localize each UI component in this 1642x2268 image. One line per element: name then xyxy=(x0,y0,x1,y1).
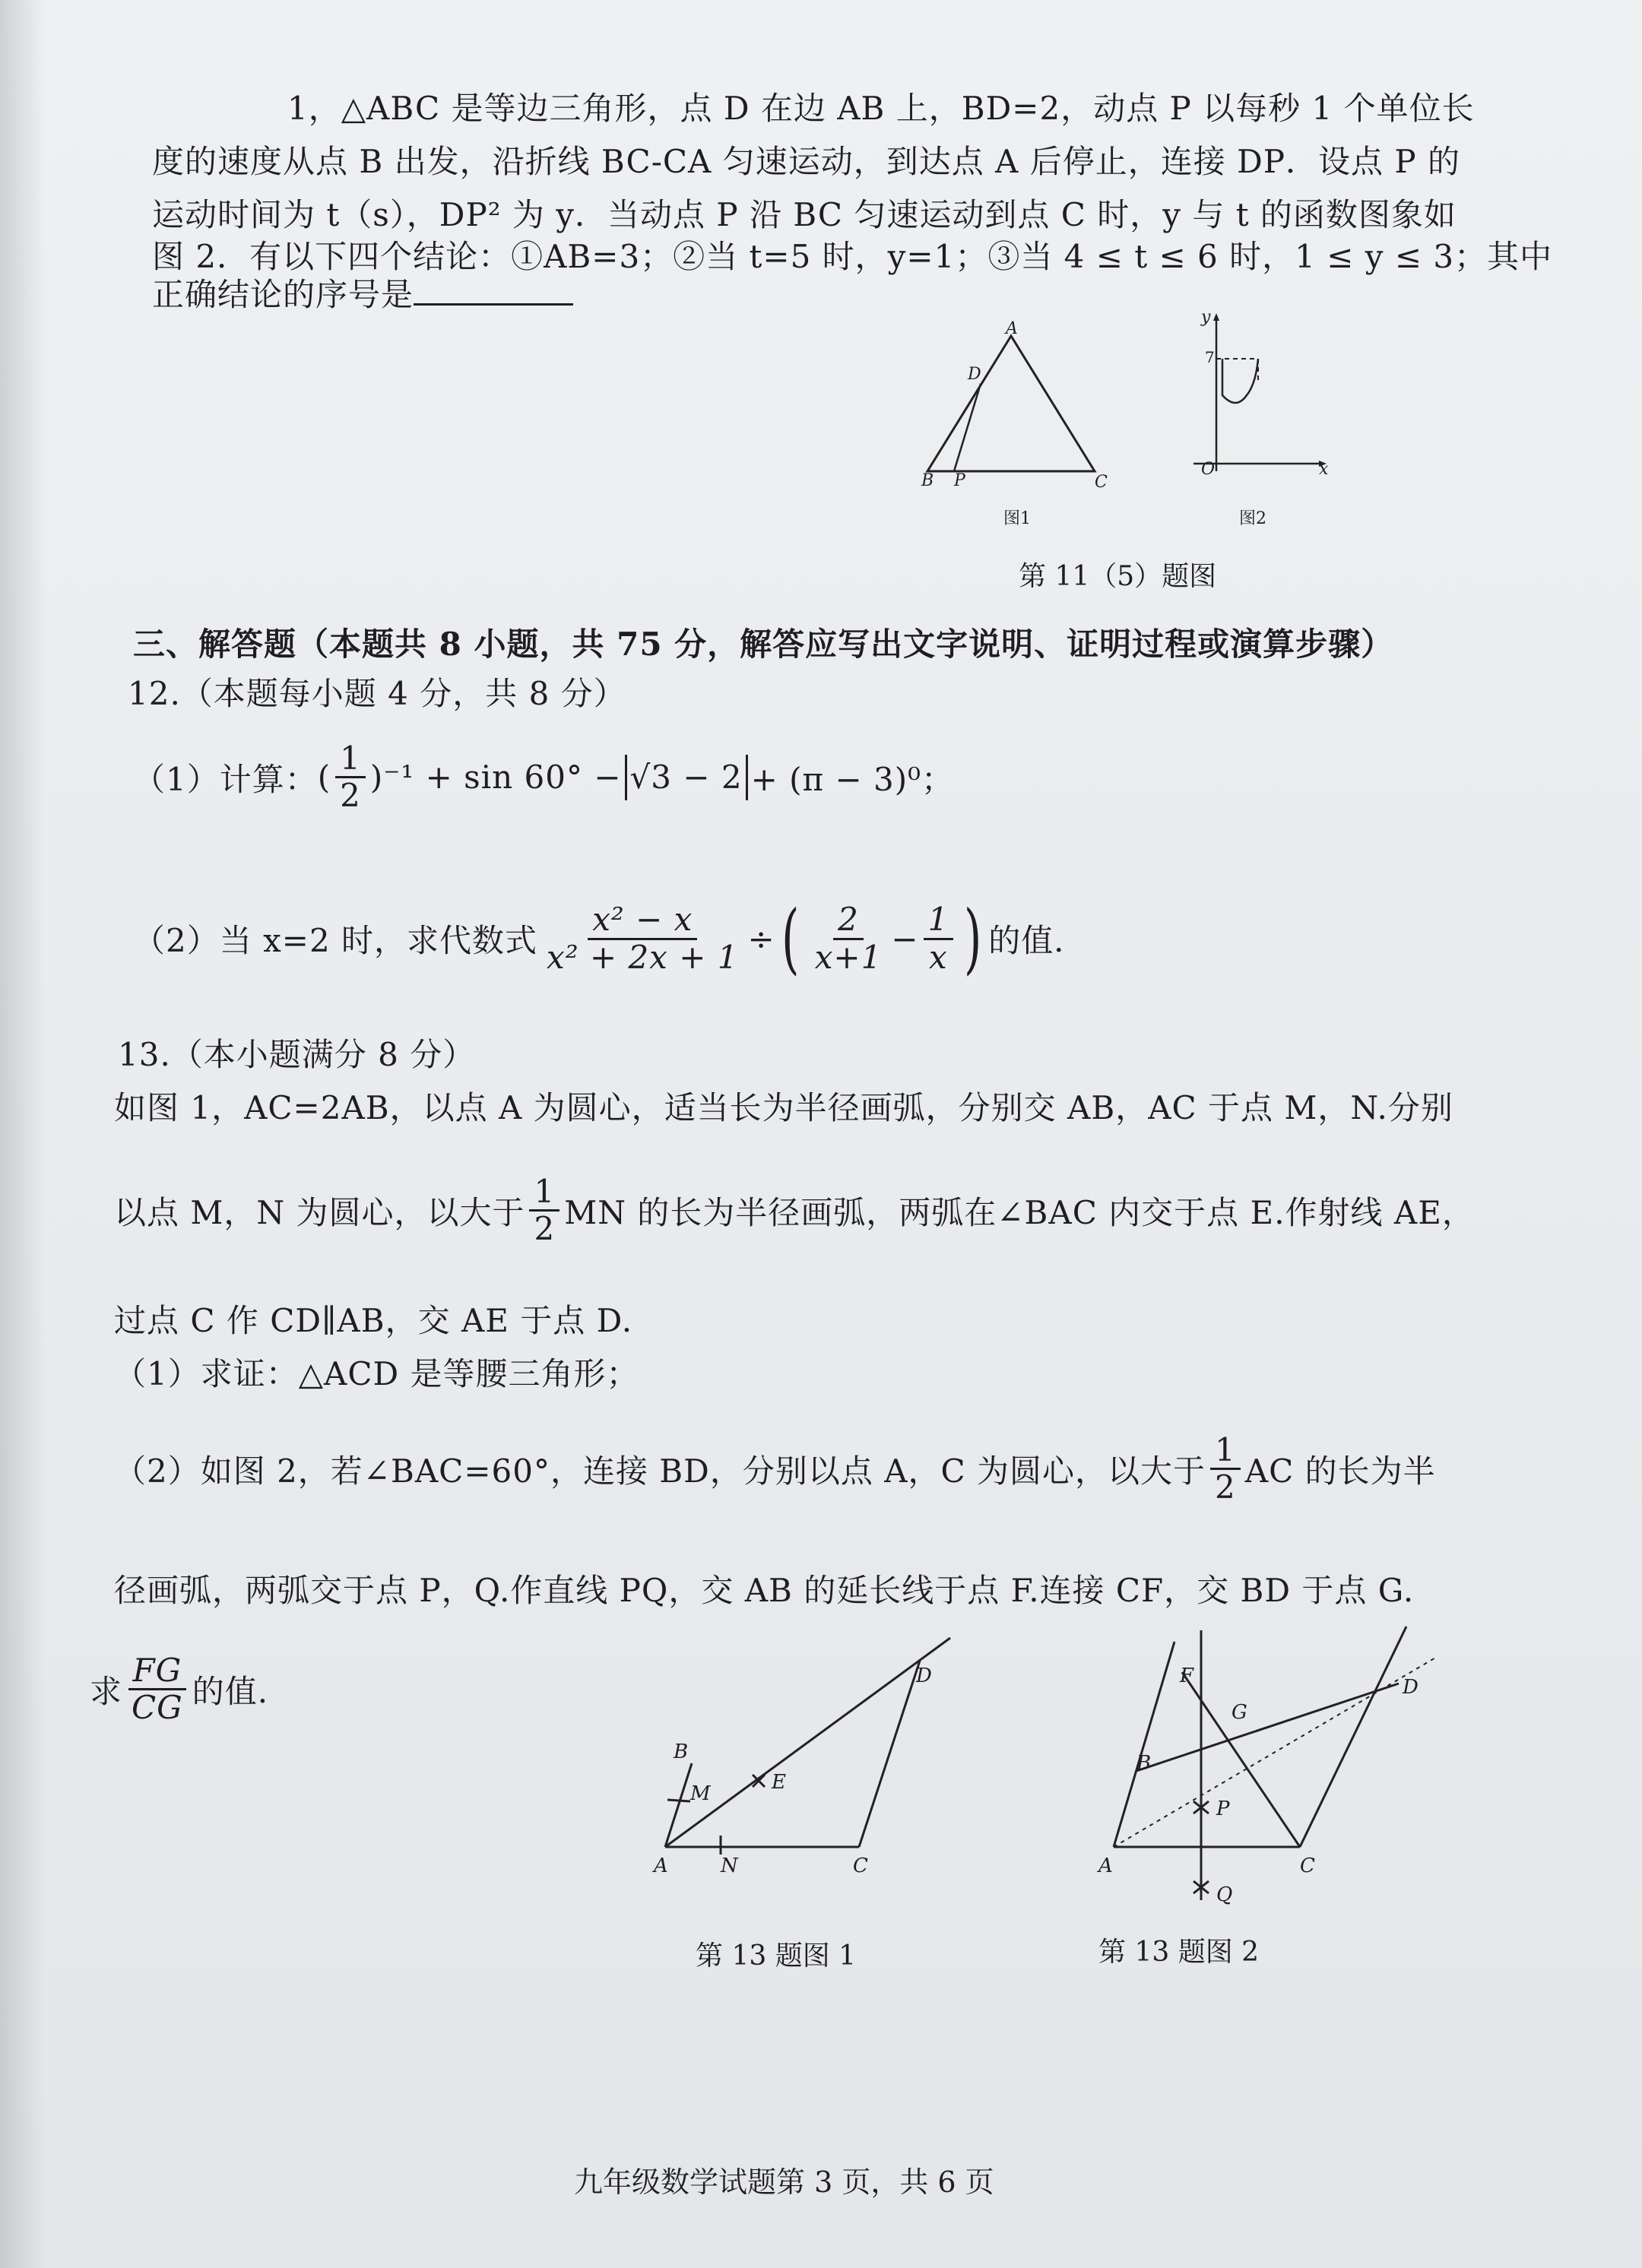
q13-f2-label-D: D xyxy=(1403,1676,1419,1699)
q13-f2-label-C: C xyxy=(1300,1855,1315,1877)
q12-half-den: 2 xyxy=(340,777,361,815)
q13-part2-half xyxy=(1210,1433,1241,1505)
q12-part1-middle: )⁻¹ + sin 60° − xyxy=(369,759,622,797)
q11-line-4: 图 2．有以下四个结论：①AB=3；②当 t=5 时，y=1；③当 4 ≤ t ≤ 6 时，1 ≤ y ≤ 3；其中 xyxy=(152,238,1553,275)
q12-paren-open: ( xyxy=(317,759,331,797)
q13-f2-label-P: P xyxy=(1216,1798,1230,1820)
section-3-heading: 三、解答题（本题共 8 小题，共 75 分，解答应写出文字说明、证明过程或演算步骤） xyxy=(133,626,1394,663)
q11-label-x: x xyxy=(1319,460,1329,479)
q12-frac-3-num: 1 xyxy=(924,902,954,939)
q13-f2-label-A: A xyxy=(1098,1855,1113,1877)
q12-frac-3-den: x xyxy=(929,938,948,976)
q13-f1-label-C: C xyxy=(853,1855,868,1877)
q13-f2-label-F: F xyxy=(1180,1665,1194,1687)
q13-fg: FG xyxy=(128,1653,187,1690)
q13-line-2 xyxy=(114,1174,1475,1246)
q13-line-1: 如图 1，AC=2AB，以点 A 为圆心，适当长为半径画弧，分别交 AB，AC 于点 M，N.分别 xyxy=(114,1089,1453,1126)
q12-frac-2-num: 2 xyxy=(833,902,864,939)
q13-ask-b: 的值. xyxy=(192,1672,269,1710)
q13-cg: CG xyxy=(132,1689,183,1727)
q11-line-1: 1，△ABC 是等边三角形，点 D 在边 AB 上，BD=2，动点 P 以每秒 1 个单位长 xyxy=(287,90,1475,127)
q13-fg-cg-fraction xyxy=(127,1653,188,1725)
q13-figure-1 xyxy=(654,1619,973,1877)
q12-frac-1 xyxy=(542,902,743,974)
q13-part-2a: （2）如图 2，若∠BAC=60°，连接 BD，分别以点 A，C 为圆心，以大于 xyxy=(114,1452,1206,1490)
q12-part1-tail: + (π − 3)⁰； xyxy=(750,760,954,798)
q13-half-den: 2 xyxy=(534,1210,556,1248)
q13-f1-label-N: N xyxy=(721,1855,738,1877)
q11-label-O: O xyxy=(1201,460,1216,479)
q12-div-sign: ÷ xyxy=(747,920,775,958)
q11-line-3: 运动时间为 t（s），DP² 为 y．当动点 P 沿 BC 匀速运动到点 C 时，y 与 t 的函数图象如 xyxy=(152,196,1457,233)
q13-part-2b: AC 的长为半 xyxy=(1244,1452,1436,1490)
q13-ask xyxy=(90,1653,268,1725)
q13-half-num: 1 xyxy=(529,1174,559,1212)
q13-f2-label-G: G xyxy=(1232,1701,1247,1724)
q13-f1-label-M: M xyxy=(690,1782,711,1805)
q13-f1-label-D: D xyxy=(916,1665,932,1687)
q13-ask-a: 求 xyxy=(90,1672,123,1710)
q13-line-2b: MN 的长为半径画弧，两弧在∠BAC 内交于点 E.作射线 AE， xyxy=(564,1193,1475,1231)
q11-label-P: P xyxy=(954,471,965,490)
q11-label-B: B xyxy=(921,471,934,490)
q11-label-7: 7 xyxy=(1205,348,1215,366)
q11-answer-prompt: 正确结论的序号是 xyxy=(152,276,414,313)
q13-f2-label-B: B xyxy=(1136,1752,1152,1775)
q13-f1-label-A: A xyxy=(654,1855,668,1877)
q13-header: 13.（本小题满分 8 分） xyxy=(118,1036,476,1073)
q11-label-D: D xyxy=(968,365,981,384)
q13-part2-half-num: 1 xyxy=(1210,1433,1241,1470)
q13-line-radius: 径画弧，两弧交于点 P，Q.作直线 PQ，交 AB 的延长线于点 F.连接 CF，交 BD 于点 G. xyxy=(114,1572,1415,1609)
paren-left-icon: ( xyxy=(781,894,800,983)
q13-line-2a: 以点 M，N 为圆心，以大于 xyxy=(114,1193,525,1231)
q12-part1 xyxy=(133,741,954,813)
paren-right-icon: ) xyxy=(964,894,983,983)
q13-fig2-caption: 第 13 题图 2 xyxy=(1098,1937,1260,1968)
q12-frac-1-num: x² − x xyxy=(588,902,697,939)
q12-part2-tail: 的值． xyxy=(988,922,1087,959)
q13-fig1-caption: 第 13 题图 1 xyxy=(696,1940,857,1972)
q13-part2-half-den: 2 xyxy=(1215,1468,1236,1506)
q11-label-y: y xyxy=(1201,308,1211,327)
answer-blank xyxy=(414,276,573,306)
abs-bar-left xyxy=(625,755,627,800)
page-footer: 九年级数学试题第 3 页，共 6 页 xyxy=(574,2165,994,2199)
q12-minus: − xyxy=(891,920,919,958)
q11-fig1-caption: 图1 xyxy=(1003,509,1031,528)
q11-fig2-caption: 图2 xyxy=(1239,509,1266,528)
q12-part2 xyxy=(133,894,1087,983)
q12-half-num: 1 xyxy=(335,741,366,778)
q13-half-fraction xyxy=(529,1174,559,1246)
q12-part2-label: （2）当 x=2 时，求代数式 xyxy=(133,922,538,959)
page-shadow xyxy=(0,0,46,2268)
q11-line-5 xyxy=(152,270,573,315)
q11-label-A: A xyxy=(1006,319,1018,338)
q12-header: 12.（本题每小题 4 分，共 8 分） xyxy=(128,675,626,712)
q12-frac-1-den: x² + 2x + 1 xyxy=(547,938,739,976)
q11-label-C: C xyxy=(1095,473,1108,492)
q13-line-3: 过点 C 作 CD∥AB，交 AE 于点 D. xyxy=(114,1302,633,1339)
q11-line-2: 度的速度从点 B 出发，沿折线 BC-CA 匀速运动，到达点 A 后停止，连接 DP．设点 P 的 xyxy=(152,143,1460,180)
q13-f1-label-E: E xyxy=(772,1771,786,1794)
q13-part-2 xyxy=(114,1433,1436,1505)
abs-bar-right xyxy=(746,755,748,800)
q12-part1-label: （1）计算： xyxy=(133,760,318,798)
q13-f1-label-B: B xyxy=(674,1741,689,1763)
q11-figure-caption: 第 11（5）题图 xyxy=(1019,561,1217,592)
q12-abs-value: √3 − 2 xyxy=(629,759,743,797)
q12-frac-2 xyxy=(810,902,887,974)
q13-part-1: （1）求证：△ACD 是等腰三角形； xyxy=(114,1355,639,1392)
q12-half-fraction xyxy=(335,741,366,813)
q13-f2-label-Q: Q xyxy=(1216,1883,1233,1906)
q12-frac-2-den: x+1 xyxy=(814,938,883,976)
q12-frac-3 xyxy=(924,902,954,974)
